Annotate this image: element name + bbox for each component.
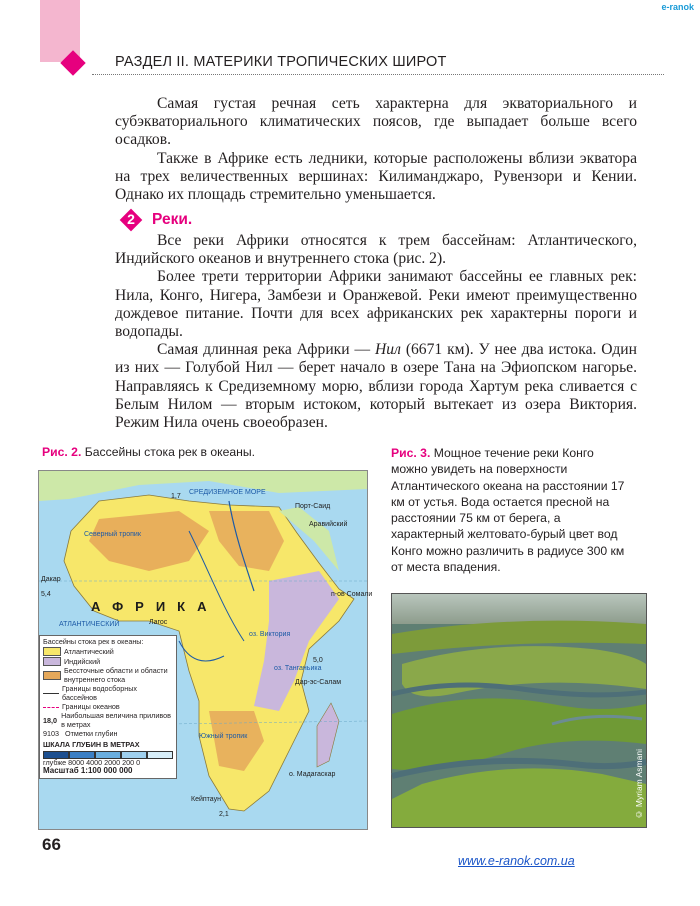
dakar-label: Дакар <box>41 576 61 583</box>
legend-line: Границы океанов <box>43 703 173 711</box>
legend-line: 9103 Отметки глубин <box>43 729 118 739</box>
arabia-label: Аравийский <box>309 521 348 528</box>
paragraph-nile: Самая длинная река Африки — Нил (6671 км). У нее два истока. Один из них — Голубой Нил — берет начало в озере Тана на Эфиопском нагорье. Направляясь к Средиземному морю, вблизи города Хартум река сливается с Белым Нилом — вторым истоком, который вытекает из озера Виктория. Режим Нила очень своеобразен. <box>115 341 637 432</box>
tide-value-4: 2,1 <box>219 811 229 818</box>
madagascar-label: о. Мадагаскар <box>289 771 336 778</box>
legend-title: Бассейны стока рек в океаны: <box>43 637 144 646</box>
number-badge-icon: 2 <box>120 209 142 231</box>
paragraph: Самая густая речная сеть характерна для экваториального и субэкваториального климатических поясов, где выпадает больше всего осадков. <box>115 95 637 149</box>
port-said-label: Порт-Саид <box>295 503 331 510</box>
legend-line: Границы водосборных бассейнов <box>43 685 173 702</box>
victoria-label: оз. Виктория <box>249 631 291 638</box>
publisher-link[interactable]: www.e-ranok.com.ua <box>458 854 575 868</box>
section-title: РАЗДЕЛ II. МАТЕРИКИ ТРОПИЧЕСКИХ ШИРОТ <box>115 54 447 70</box>
tropic-label: Северный тропик <box>84 531 141 538</box>
paragraph: Более трети территории Африки занимают бассейны ее главных рек: Нила, Конго, Нигера, Замбези и Оранжевой. Реки имеют преимущественно дождевое питание. Почти для всех африканских рек характерны пороги и водопады. <box>115 268 637 341</box>
legend-item: Бессточные области и области внутреннего стока <box>43 667 173 684</box>
continent-label: АФРИКА <box>91 599 219 614</box>
lagos-label: Лагос <box>149 619 168 626</box>
congo-river-photo <box>391 593 647 828</box>
atlantic-label: АТЛАНТИЧЕСКИЙ <box>59 621 120 628</box>
subsection-title: Реки. <box>152 211 193 228</box>
somali-label: п-ов Сомали <box>331 591 373 598</box>
subsection-heading <box>120 209 192 231</box>
publisher-logo: e-ranok <box>661 2 694 12</box>
south-tropic-label: Южный тропик <box>199 733 248 740</box>
fig3-caption: Рис. 3. Мощное течение реки Конго можно увидеть на поверхности Атлантического океана на расстоянии 17 км от устья. Вода остается пресной на расстоянии 75 км от берега, а характерный желтовато-бурый цвет вод Конго можно различить в радиусе 300 км от места впадения. <box>391 446 625 575</box>
tide-value-2: 5,4 <box>41 591 51 598</box>
tide-value-3: 5,0 <box>313 657 323 664</box>
river-aerial-image <box>392 594 646 827</box>
dar-label: Дар-эс-Салам <box>295 679 342 686</box>
paragraph: Все реки Африки относятся к трем бассейнам: Атлантического, Индийского океанов и внутреннего стока (рис. 2). <box>115 232 637 268</box>
map-scale: Масштаб 1:100 000 000 <box>43 766 133 776</box>
depth-scale-title: ШКАЛА ГЛУБИН В МЕТРАХ <box>43 739 140 749</box>
cape-label: Кейптаун <box>191 796 221 803</box>
header-divider <box>92 74 664 75</box>
legend-item: Индийский <box>43 657 173 666</box>
tide-value-1: 1,7 <box>171 493 181 500</box>
legend-item: Атлантический <box>43 647 173 656</box>
legend-line: 18,0 Наибольшая величина приливов в метрах <box>43 711 171 729</box>
paragraph: Также в Африке есть ледники, которые расположены вблизи экватора на трех величественных вершинах: Килиманджаро, Рувензори и Кении. Однако их площадь стремительно уменьшается. <box>115 149 637 204</box>
africa-basins-map <box>38 470 373 830</box>
photo-credit: © Myriam Asmani <box>634 748 644 819</box>
depth-values: глубже 8000 4000 2000 200 0 <box>43 758 141 768</box>
nile-name: Нил <box>375 341 401 359</box>
tanganyika-label: оз. Танганьика <box>274 665 322 672</box>
fig2-caption: Рис. 2. Бассейны стока рек в океаны. <box>42 445 256 459</box>
sea-label: СРЕДИЗЕМНОЕ МОРЕ <box>189 489 266 496</box>
rivers-text <box>115 232 637 432</box>
map-legend <box>39 635 177 779</box>
intro-text <box>115 95 637 204</box>
page-number: 66 <box>42 835 61 854</box>
